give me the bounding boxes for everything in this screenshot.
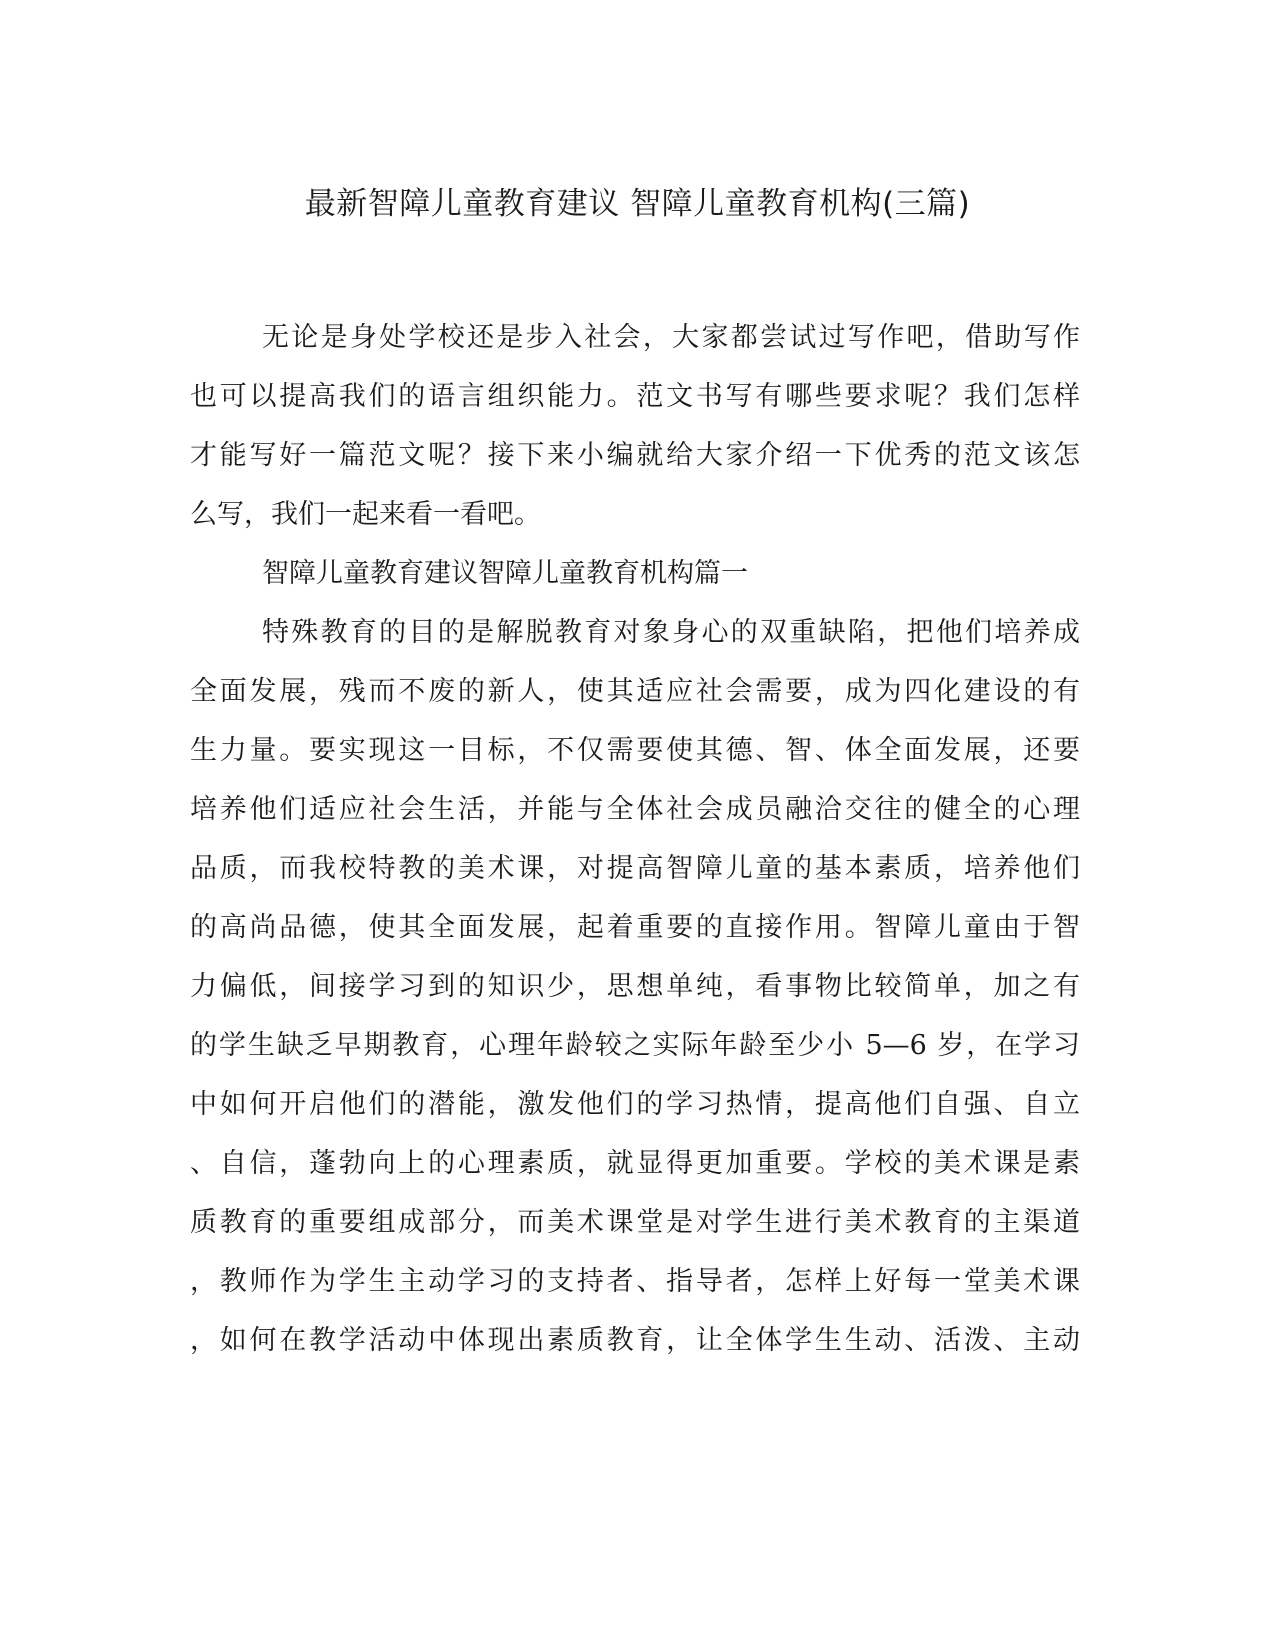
body-line-6: 的高尚品德，使其全面发展，起着重要的直接作用。智障儿童由于智 (190, 912, 1080, 943)
body-line-2: 全面发展，残而不废的新人，使其适应社会需要，成为四化建设的有 (190, 676, 1080, 707)
body-line-10: 、自信，蓬勃向上的心理素质，就显得更加重要。学校的美术课是素 (190, 1148, 1080, 1179)
intro-line-3: 才能写好一篇范文呢？接下来小编就给大家介绍一下优秀的范文该怎 (190, 440, 1080, 471)
body-line-9: 中如何开启他们的潜能，激发他们的学习热情，提高他们自强、自立 (190, 1089, 1080, 1120)
body-line-3: 生力量。要实现这一目标，不仅需要使其德、智、体全面发展，还要 (190, 735, 1080, 766)
body-line-11: 质教育的重要组成部分，而美术课堂是对学生进行美术教育的主渠道 (190, 1207, 1080, 1238)
section-heading: 智障儿童教育建议智障儿童教育机构篇一 (262, 558, 748, 589)
body-line-4: 培养他们适应社会生活，并能与全体社会成员融洽交往的健全的心理 (190, 794, 1080, 825)
body-line-13: ，如何在教学活动中体现出素质教育，让全体学生生动、活泼、主动 (190, 1325, 1080, 1356)
body-line-12: ，教师作为学生主动学习的支持者、指导者，怎样上好每一堂美术课 (190, 1266, 1080, 1297)
body-line-8: 的学生缺乏早期教育，心理年龄较之实际年龄至少小 5—6 岁，在学习 (190, 1030, 1080, 1061)
intro-line-2: 也可以提高我们的语言组织能力。范文书写有哪些要求呢？我们怎样 (190, 381, 1080, 412)
body-line-5: 品质，而我校特教的美术课，对提高智障儿童的基本素质，培养他们 (190, 853, 1080, 884)
intro-line-1: 无论是身处学校还是步入社会，大家都尝试过写作吧，借助写作 (262, 322, 1080, 353)
body-line-7: 力偏低，间接学习到的知识少，思想单纯，看事物比较简单，加之有 (190, 971, 1080, 1002)
intro-line-4: 么写，我们一起来看一看吧。 (190, 499, 541, 530)
document-title: 最新智障儿童教育建议 智障儿童教育机构(三篇) (304, 186, 971, 222)
body-line-1: 特殊教育的目的是解脱教育对象身心的双重缺陷，把他们培养成 (262, 617, 1080, 648)
